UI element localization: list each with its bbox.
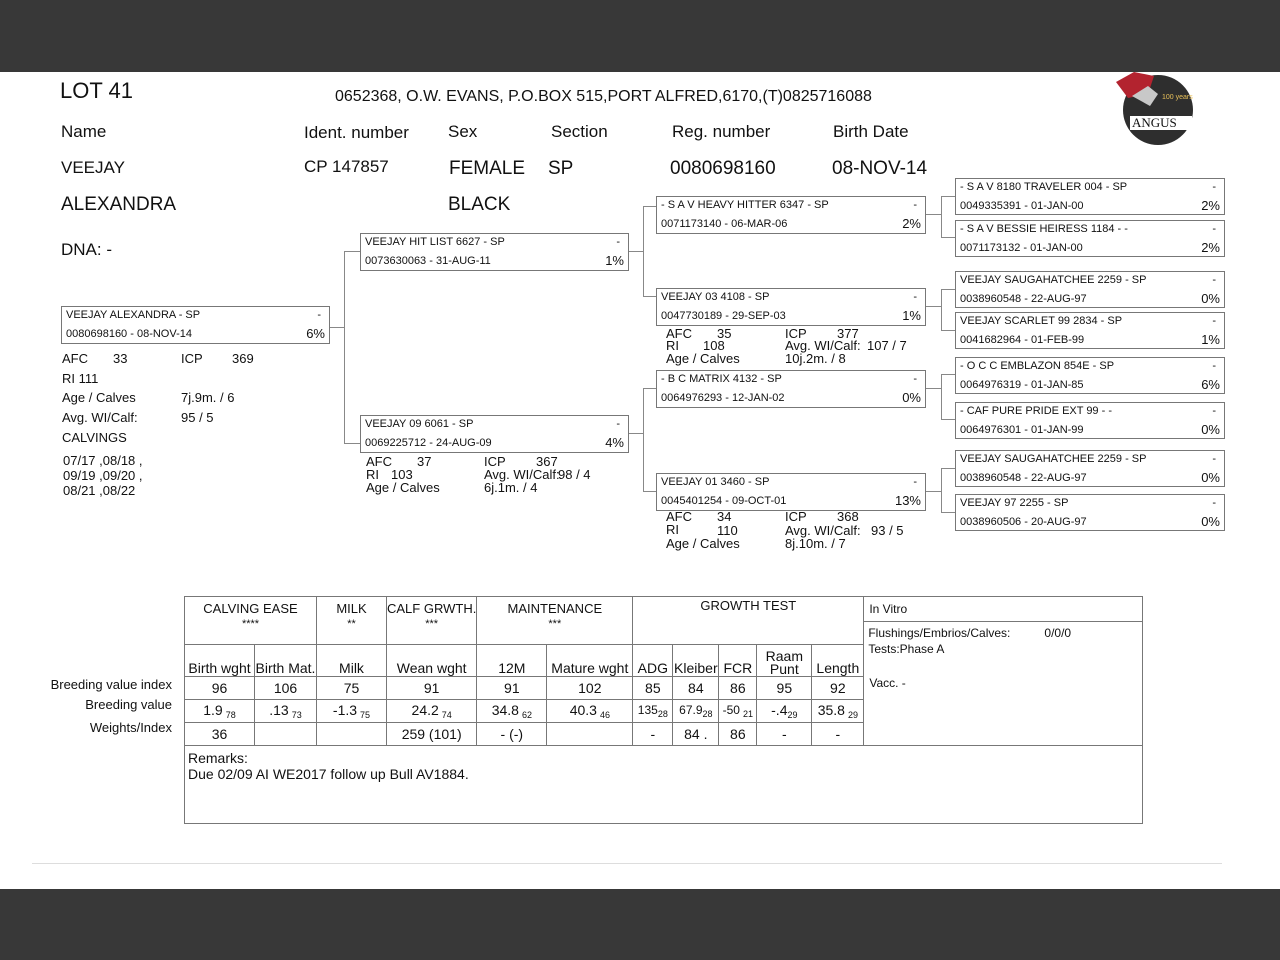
pedigree-gg-5: - O C C EMBLAZON 854E - SP - 0064976319 - 01-JAN-85 6% xyxy=(955,357,1225,394)
animal-ident: CP 147857 xyxy=(304,157,389,176)
animal-birth: 08-NOV-14 xyxy=(832,158,928,179)
col-milk: Milk xyxy=(317,645,387,677)
label-reg: Reg. number xyxy=(672,122,771,141)
pedigree-sire: VEEJAY HIT LIST 6627 - SP - 0073630063 - 31-AUG-11 1% xyxy=(360,233,629,271)
row-label-weights: Weights/Index xyxy=(89,720,172,735)
pedigree-gg-3: VEEJAY SAUGAHATCHEE 2259 - SP - 0038960548 - 22-AUG-97 0% xyxy=(955,271,1225,308)
animal-reg: 0080698160 xyxy=(670,158,776,179)
calvings-line-3: 08/21 ,08/22 xyxy=(63,483,136,498)
label-name: Name xyxy=(61,122,107,141)
row-label-index: Breeding value index xyxy=(50,677,172,692)
label-birth: Birth Date xyxy=(833,122,909,141)
label-sex: Sex xyxy=(448,122,478,141)
angus-logo xyxy=(1114,72,1194,146)
dna-status: DNA: - xyxy=(61,240,112,259)
label-section: Section xyxy=(551,122,608,141)
row-breeding-value-index: 96 106 75 91 91 102 85 84 86 95 92 xyxy=(185,677,1143,700)
pedigree-gg-7: VEEJAY SAUGAHATCHEE 2259 - SP - 0038960548 - 22-AUG-97 0% xyxy=(955,450,1225,487)
animal-name-line2: ALEXANDRA xyxy=(61,194,177,215)
group-milk: MILK ** xyxy=(317,597,387,645)
pedigree-dam-dam: VEEJAY 01 3460 - SP - 0045401254 - 09-OCT-01 13% xyxy=(656,473,926,511)
remarks-text: Due 02/09 AI WE2017 follow up Bull AV1884. xyxy=(188,766,469,782)
breeding-value-table xyxy=(184,596,1143,824)
in-vitro-panel: In Vitro Flushings/Embrios/Calves: 0/0/0 Tests:Phase A Vacc. - xyxy=(864,597,1143,746)
col-birth-mat: Birth Mat. xyxy=(255,645,317,677)
col-wean-wght: Wean wght xyxy=(387,645,477,677)
group-calf-growth: CALF GRWTH. *** xyxy=(387,597,477,645)
row-breeding-value: 1.9 $_{78}$ .13 $_{73}$ -1.3 $_{75}$ 24.2 $_{74}$ 34.8 $_{62}$ 40.3 $_{46}$ $135_{28}$ $67.9_{28}$ -50 $_{21}$ $-.4_{29}$ 35.8 $_{29}$ xyxy=(185,700,1143,723)
bottom-band xyxy=(0,889,1280,960)
animal-sex: FEMALE xyxy=(449,158,526,179)
group-growth-test: GROWTH TEST xyxy=(633,597,864,645)
pedigree-gg-4: VEEJAY SCARLET 99 2834 - SP - 0041682964 - 01-FEB-99 1% xyxy=(955,312,1225,349)
label-ident: Ident. number xyxy=(304,123,409,142)
group-calving-ease: CALVING EASE **** xyxy=(185,597,317,645)
pedigree-gg-6: - CAF PURE PRIDE EXT 99 - - - 0064976301 - 01-JAN-99 0% xyxy=(955,402,1225,439)
col-length: Length xyxy=(812,645,864,677)
pedigree-sire-dam: VEEJAY 03 4108 - SP - 0047730189 - 29-SEP-03 1% xyxy=(656,288,926,326)
pedigree-dam: VEEJAY 09 6061 - SP - 0069225712 - 24-AUG-09 4% xyxy=(360,415,629,453)
lot-number: LOT 41 xyxy=(60,78,133,103)
col-birth-wght: Birth wght xyxy=(185,645,255,677)
col-raam-punt: Raam Punt xyxy=(757,645,812,677)
calvings-line-1: 07/17 ,08/18 , xyxy=(63,453,143,468)
col-fcr: FCR xyxy=(719,645,757,677)
calvings-line-2: 09/19 ,09/20 , xyxy=(63,468,143,483)
pedigree-dam-sire: - B C MATRIX 4132 - SP - 0064976293 - 12-JAN-02 0% xyxy=(656,370,926,408)
pedigree-gg-2: - S A V BESSIE HEIRESS 1184 - - - 0071173132 - 01-JAN-00 2% xyxy=(955,220,1225,257)
col-adg: ADG xyxy=(633,645,673,677)
owner-info: 0652368, O.W. EVANS, P.O.BOX 515,PORT ALFRED,6170,(T)0825716088 xyxy=(335,88,872,105)
divider xyxy=(32,863,1222,864)
pedigree-sire-sire: - S A V HEAVY HITTER 6347 - SP - 0071173140 - 06-MAR-06 2% xyxy=(656,196,926,234)
pedigree-gg-8: VEEJAY 97 2255 - SP - 0038960506 - 20-AUG-97 0% xyxy=(955,494,1225,531)
row-weights-index: 36 259 (101) - (-) - 84 . 86 - - xyxy=(185,723,1143,746)
row-label-value: Breeding value xyxy=(85,697,172,712)
group-maintenance: MAINTENANCE *** xyxy=(477,597,633,645)
logo-text: ANGUS xyxy=(1132,115,1177,130)
logo-years: 100 years xyxy=(1162,94,1193,101)
document-page: LOT 41 0652368, O.W. EVANS, P.O.BOX 515,PORT ALFRED,6170,(T)0825716088 ANGUS 100 years Name Ident. number Sex Section Reg. number Birth Date VEEJAY CP 147857 FEMALE SP 0080698160 08-NOV-14 ALEXANDRA BLACK DNA: - VEEJAY ALEXANDRA - SP - 0080698160 - 08-NOV-14 6% VEEJAY HIT LIST 6627 - SP - 0073630063 - 31-AUG-11 1% VEEJAY 09 6061 - SP - 0069225712 - 24-AUG-09 4% - S A V HEAVY HITTER 6347 - SP - 0071173140 - 06-MAR-06 2% VEEJAY 03 4108 - SP - 0047730189 - 29-SEP-03 1% - B C MATRIX 4132 - SP - 0064976293 - 12-JAN-02 0% VEEJAY 01 3460 - SP - 0045401254 - 09-OCT-01 13% - S A V 8180 TRAVELER 004 - SP - 0049335391 - 01-JAN-00 2% - S A V BESSIE HEIRESS 1184 - - - 0071173132 - 01-JAN-00 2% VEEJAY SAUGAHATCHEE 2259 - SP - 0038960548 - 22-AUG-97 0% VEEJAY SCARLET 99 2834 - SP - 0041682964 - 01-FEB-99 1% - O C C EMBLAZON 854E - SP - 0064976319 - 01-JAN-85 6% - CAF PURE PRIDE EXT 99 - - - 0064976301 - 01-JAN-99 0% VEEJAY SAUGAHATCHEE 2259 - SP - 0038960548 - 22-AUG-97 0% VEEJAY 97 2255 - SP - 0038960506 - 20-AUG-97 0% AFC 33 ICP 369 RI 111 Age / Calves 7j.9m. / 6 Avg. WI/Calf: 95 / 5 CALVINGS 07/17 ,08/18 , 09/19 ,09/20 , 08/21 ,08/22 AFC 37 ICP 367 RI 103 Avg. WI/Calf: 98 / 4 Age / Calves 6j.1m. / 4 AFC 35 ICP 377 RI 108 Avg. WI/Calf: 107 / 7 Age / Calves 10j.2m. / 8 AFC 34 ICP 368 RI 110 Avg. WI/Calf: 93 / 5 Age / Calves 8j.10m. / 7 Breeding value index Breeding value Weights/Index CALVING EASE **** MILK ** CALF GRWTH. *** MAINTENANCE *** GROWTH TEST In Vitro Flushings/Embrios/Calves: 0/0/0 Tests:Phase A Vacc. - Birth wght Birth Mat. Milk Wean wght 12M Mature wght ADG Kleiber FCR Raam Punt Length 96 106 75 91 91 102 85 84 86 95 92 1.9 $_{78}$ .13 $_{73}$ -1.3 $_{75}$ 24.2 $_{74}$ 34.8 $_{62}$ 40.3 $_{46}$ $135_{28}$ $67.9_{28}$ -50 $_{21}$ $-.4_{29}$ 35.8 $_{29}$ 36 259 (101) - (-) - 84 . 86 - - Remarks: Due 02/09 AI WE2017 follow up Bull AV1884. xyxy=(0,72,1280,889)
remarks-box xyxy=(185,746,1143,824)
pedigree-gg-1: - S A V 8180 TRAVELER 004 - SP - 0049335391 - 01-JAN-00 2% xyxy=(955,178,1225,215)
col-kleiber: Kleiber xyxy=(673,645,719,677)
pedigree-self: VEEJAY ALEXANDRA - SP - 0080698160 - 08-NOV-14 6% xyxy=(61,306,330,344)
animal-color: BLACK xyxy=(448,194,511,215)
animal-section: SP xyxy=(548,158,574,179)
top-band xyxy=(0,0,1280,72)
col-mature-wght: Mature wght xyxy=(547,645,633,677)
col-12m: 12M xyxy=(477,645,547,677)
remarks-label: Remarks: xyxy=(188,750,248,766)
animal-name-line1: VEEJAY xyxy=(61,158,125,177)
